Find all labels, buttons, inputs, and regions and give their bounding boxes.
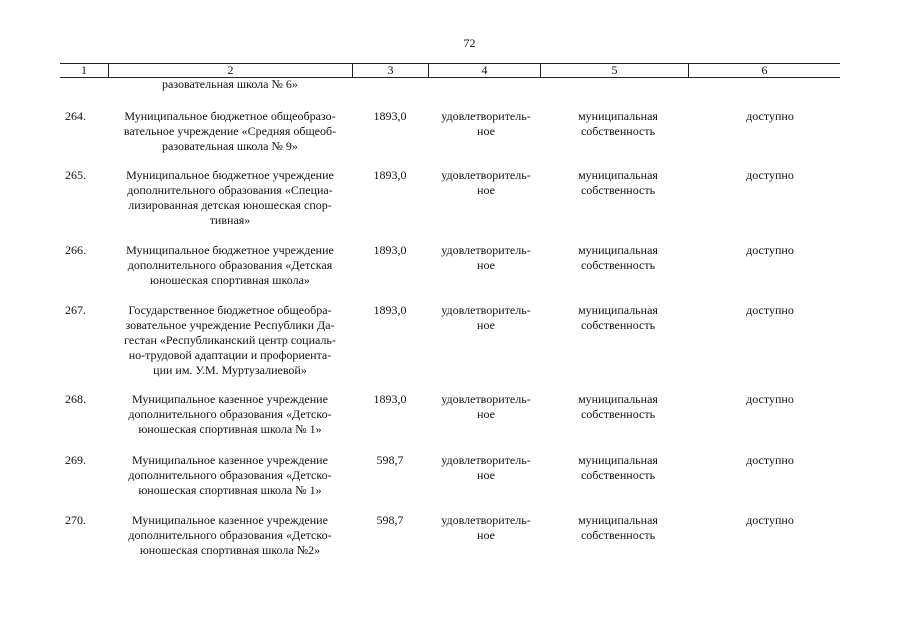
institution-name (108, 513, 352, 558)
institution-name-line: Государственное бюджетное общеобра- (128, 303, 332, 317)
ownership-line: собственность (580, 183, 656, 197)
header-col-2: 2 (108, 64, 352, 77)
institution-name-line: гестан «Республиканский центр социаль- (124, 333, 336, 347)
row-number: 268. (65, 392, 86, 406)
institution-name (108, 392, 352, 437)
ownership (548, 109, 688, 139)
condition-line: удовлетворитель- (441, 453, 531, 467)
ownership-line: собственность (580, 528, 656, 542)
ownership-line: муниципальная (578, 243, 658, 257)
institution-name-line: разовательная школа № 9» (162, 139, 298, 153)
ownership-line: муниципальная (578, 453, 658, 467)
institution-name (108, 303, 352, 378)
institution-name-line: ции им. У.М. Муртузалиевой» (153, 363, 307, 377)
institution-name-line: тивная» (209, 213, 251, 227)
ownership-line: муниципальная (578, 392, 658, 406)
row-number: 270. (65, 513, 86, 527)
row-number: 267. (65, 303, 86, 317)
condition (430, 109, 542, 139)
row-number: 265. (65, 168, 86, 182)
row-number: 264. (65, 109, 86, 123)
condition (430, 513, 542, 543)
institution-name-line: Муниципальное бюджетное учреждение (126, 243, 334, 257)
institution-name-line: дополнительного образования «Детско- (128, 468, 332, 482)
condition-line: ное (477, 318, 495, 332)
condition-line: ное (477, 258, 495, 272)
institution-name (108, 168, 352, 228)
ownership-line: собственность (580, 258, 656, 272)
ownership-line: собственность (580, 318, 656, 332)
condition-line: ное (477, 528, 495, 542)
institution-name-line: юношеская спортивная школа» (150, 273, 310, 287)
area-value: 1893,0 (373, 303, 407, 317)
area-value: 1893,0 (373, 168, 407, 182)
institution-name-line: вательное учреждение «Средняя общеоб- (123, 124, 337, 138)
row-number: 269. (65, 453, 86, 467)
area-value: 598,7 (376, 513, 404, 527)
institution-name-line: Муниципальное бюджетное общеобразо- (124, 109, 336, 123)
ownership (548, 303, 688, 333)
ownership-line: муниципальная (578, 303, 658, 317)
institution-name-line: дополнительного образования «Детско- (128, 528, 332, 542)
area-value: 1893,0 (373, 392, 407, 406)
accessibility: доступно (746, 513, 794, 527)
institution-name-line: Муниципальное бюджетное учреждение (126, 168, 334, 182)
ownership (548, 392, 688, 422)
area-value: 1893,0 (373, 243, 407, 257)
condition-line: удовлетворитель- (441, 109, 531, 123)
condition (430, 168, 542, 198)
header-col-5: 5 (540, 64, 688, 77)
header-col-6: 6 (688, 64, 840, 77)
ownership-line: собственность (580, 407, 656, 421)
accessibility: доступно (746, 453, 794, 467)
area-value: 598,7 (376, 453, 404, 467)
accessibility: доступно (746, 168, 794, 182)
continued-text: разовательная школа № 6» (162, 77, 298, 91)
institution-name-line: но-трудовой адаптации и профориента- (128, 348, 332, 362)
condition (430, 453, 542, 483)
condition-line: удовлетворитель- (441, 392, 531, 406)
institution-name-line: лизированная детская юношеская спор- (128, 198, 332, 212)
condition-line: удовлетворитель- (441, 243, 531, 257)
header-col-3: 3 (352, 64, 428, 77)
condition-line: ное (477, 183, 495, 197)
condition-line: удовлетворитель- (441, 303, 531, 317)
institution-name (108, 453, 352, 498)
institution-name-line: дополнительного образования «Специа- (127, 183, 333, 197)
header-col-4: 4 (428, 64, 540, 77)
ownership (548, 513, 688, 543)
institution-name-line: Муниципальное казенное учреждение (132, 453, 328, 467)
ownership-line: собственность (580, 124, 656, 138)
institution-name-line: юношеская спортивная школа № 1» (138, 483, 322, 497)
institution-name-line: зовательное учреждение Республики Да- (125, 318, 335, 332)
accessibility: доступно (746, 392, 794, 406)
ownership (548, 243, 688, 273)
institution-name-line: Муниципальное казенное учреждение (132, 513, 328, 527)
condition-line: ное (477, 468, 495, 482)
condition-line: ное (477, 124, 495, 138)
condition (430, 243, 542, 273)
institution-name-line: дополнительного образования «Детско- (128, 407, 332, 421)
condition-line: удовлетворитель- (441, 513, 531, 527)
ownership (548, 168, 688, 198)
ownership-line: муниципальная (578, 513, 658, 527)
ownership-line: собственность (580, 468, 656, 482)
institution-name-line: Муниципальное казенное учреждение (132, 392, 328, 406)
header-col-1: 1 (81, 63, 87, 77)
page-number: 72 (463, 36, 476, 50)
ownership (548, 453, 688, 483)
accessibility: доступно (746, 109, 794, 123)
area-value: 1893,0 (373, 109, 407, 123)
accessibility: доступно (746, 243, 794, 257)
condition-line: удовлетворитель- (441, 168, 531, 182)
ownership-line: муниципальная (578, 109, 658, 123)
institution-name-line: дополнительного образования «Детская (127, 258, 333, 272)
institution-name-line: юношеская спортивная школа № 1» (138, 422, 322, 436)
accessibility: доступно (746, 303, 794, 317)
institution-name (108, 109, 352, 154)
condition-line: ное (477, 407, 495, 421)
condition (430, 303, 542, 333)
institution-name (108, 243, 352, 288)
table-header (60, 63, 840, 78)
ownership-line: муниципальная (578, 168, 658, 182)
institution-name-line: юношеская спортивная школа №2» (139, 543, 321, 557)
row-number: 266. (65, 243, 86, 257)
condition (430, 392, 542, 422)
